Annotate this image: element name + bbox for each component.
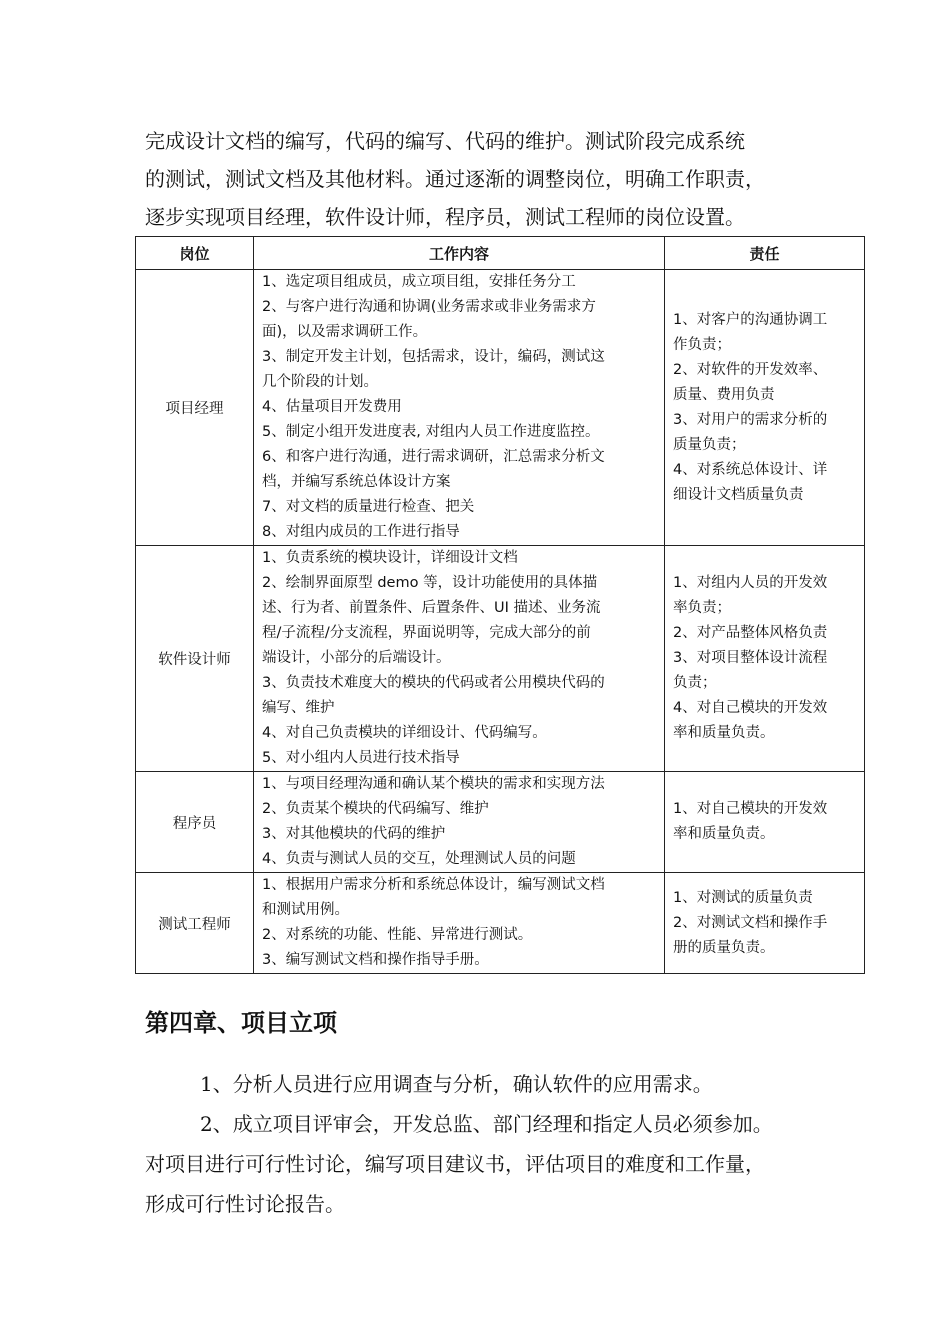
work-line: 1、根据用户需求分析和系统总体设计，编写测试文档 (262, 877, 605, 893)
responsibility-line: 作负责； (673, 336, 731, 353)
responsibility-line: 质量负责； (673, 436, 746, 453)
position-cell: 程序员 (136, 772, 254, 873)
work-line: 3、制定开发主计划，包括需求，设计，编码，测试这 (262, 349, 605, 365)
work-line: 端设计，小部分的后端设计。 (262, 650, 451, 666)
table-header-row (136, 237, 865, 270)
responsibility-line: 1、对自己模块的开发效 (673, 801, 828, 817)
work-line: 2、与客户进行沟通和协调(业务需求或非业务需求方 (262, 299, 596, 315)
responsibility-line: 1、对客户的沟通协调工 (673, 311, 828, 328)
work-line: 6、和客户进行沟通，进行需求调研，汇总需求分析文 (262, 449, 605, 465)
position-cell: 测试工程师 (136, 873, 254, 974)
table-row (136, 546, 865, 772)
work-line: 1、与项目经理沟通和确认某个模块的需求和实现方法 (262, 776, 605, 792)
responsibility-line: 质量、费用负责 (673, 386, 775, 403)
work-line: 5、制定小组开发进度表, 对组内人员工作进度监控。 (262, 424, 600, 440)
work-line: 几个阶段的计划。 (262, 374, 378, 390)
work-line: 7、对文档的质量进行检查、把关 (262, 499, 475, 515)
work-line: 2、绘制界面原型 demo 等，设计功能使用的具体描 (262, 575, 598, 591)
responsibility-line: 2、对测试文档和操作手 (673, 914, 828, 931)
work-line: 面)，以及需求调研工作。 (262, 324, 428, 340)
responsibility-cell (665, 873, 865, 974)
work-line: 2、负责某个模块的代码编写、维护 (262, 801, 489, 817)
responsibility-line: 负责； (673, 675, 717, 691)
work-content-cell (254, 873, 665, 974)
header-position: 岗位 (136, 237, 254, 270)
table-row (136, 873, 865, 974)
body-line: 形成可行性讨论报告。 (145, 1192, 345, 1216)
responsibility-line: 1、对测试的质量负责 (673, 889, 813, 906)
work-line: 5、对小组内人员进行技术指导 (262, 750, 460, 766)
responsibility-line: 率和质量负责。 (673, 826, 775, 842)
responsibility-line: 3、对用户的需求分析的 (673, 411, 828, 428)
work-line: 3、对其他模块的代码的维护 (262, 826, 446, 842)
header-work: 工作内容 (254, 237, 665, 270)
work-line: 3、负责技术难度大的模块的代码或者公用模块代码的 (262, 675, 605, 691)
responsibility-cell (665, 270, 865, 546)
body-line: 对项目进行可行性讨论，编写项目建议书，评估项目的难度和工作量， (145, 1152, 765, 1176)
intro-paragraph (145, 122, 870, 236)
body-line: 2、成立项目评审会，开发总监、部门经理和指定人员必须参加。 (200, 1112, 773, 1136)
work-line: 编写、维护 (262, 700, 335, 716)
intro-line: 完成设计文档的编写，代码的编写、代码的维护。测试阶段完成系统 (145, 129, 745, 153)
work-line: 8、对组内成员的工作进行指导 (262, 524, 460, 540)
work-content-cell (254, 270, 665, 546)
responsibility-line: 4、对系统总体设计、详 (673, 461, 828, 478)
table-row (136, 270, 865, 546)
work-line: 和测试用例。 (262, 902, 349, 918)
responsibility-cell (665, 772, 865, 873)
work-line: 1、负责系统的模块设计，详细设计文档 (262, 550, 518, 566)
work-line: 1、选定项目组成员，成立项目组，安排任务分工 (262, 274, 576, 290)
responsibility-line: 率和质量负责。 (673, 725, 775, 741)
roles-table (135, 236, 865, 974)
work-line: 4、估量项目开发费用 (262, 399, 402, 415)
work-line: 4、负责与测试人员的交互，处理测试人员的问题 (262, 851, 576, 867)
work-line: 述、行为者、前置条件、后置条件、UI 描述、业务流 (262, 600, 601, 616)
work-content-cell (254, 772, 665, 873)
work-line: 3、编写测试文档和操作指导手册。 (262, 952, 489, 968)
responsibility-cell (665, 546, 865, 772)
intro-line: 的测试，测试文档及其他材料。通过逐渐的调整岗位，明确工作职责， (145, 167, 765, 191)
responsibility-line: 细设计文档质量负责 (673, 486, 804, 503)
work-line: 2、对系统的功能、性能、异常进行测试。 (262, 927, 533, 943)
work-line: 程/子流程/分支流程，界面说明等，完成大部分的前 (262, 625, 591, 641)
position-cell: 软件设计师 (136, 546, 254, 772)
header-responsibility: 责任 (665, 237, 865, 270)
responsibility-line: 1、对组内人员的开发效 (673, 575, 828, 591)
responsibility-line: 率负责； (673, 600, 731, 616)
work-content-cell (254, 546, 665, 772)
position-cell: 项目经理 (136, 270, 254, 546)
work-line: 档，并编写系统总体设计方案 (262, 474, 451, 490)
responsibility-line: 4、对自己模块的开发效 (673, 700, 828, 716)
body-paragraph (145, 1064, 870, 1224)
responsibility-line: 2、对软件的开发效率、 (673, 361, 828, 378)
chapter-title: 第四章、项目立项 (145, 1009, 337, 1037)
responsibility-line: 2、对产品整体风格负责 (673, 625, 828, 641)
intro-line: 逐步实现项目经理，软件设计师，程序员，测试工程师的岗位设置。 (145, 205, 745, 229)
responsibility-line: 3、对项目整体设计流程 (673, 650, 828, 666)
responsibility-line: 册的质量负责。 (673, 939, 775, 956)
body-line: 1、分析人员进行应用调查与分析，确认软件的应用需求。 (200, 1072, 713, 1096)
table-row (136, 772, 865, 873)
work-line: 4、对自己负责模块的详细设计、代码编写。 (262, 725, 547, 741)
